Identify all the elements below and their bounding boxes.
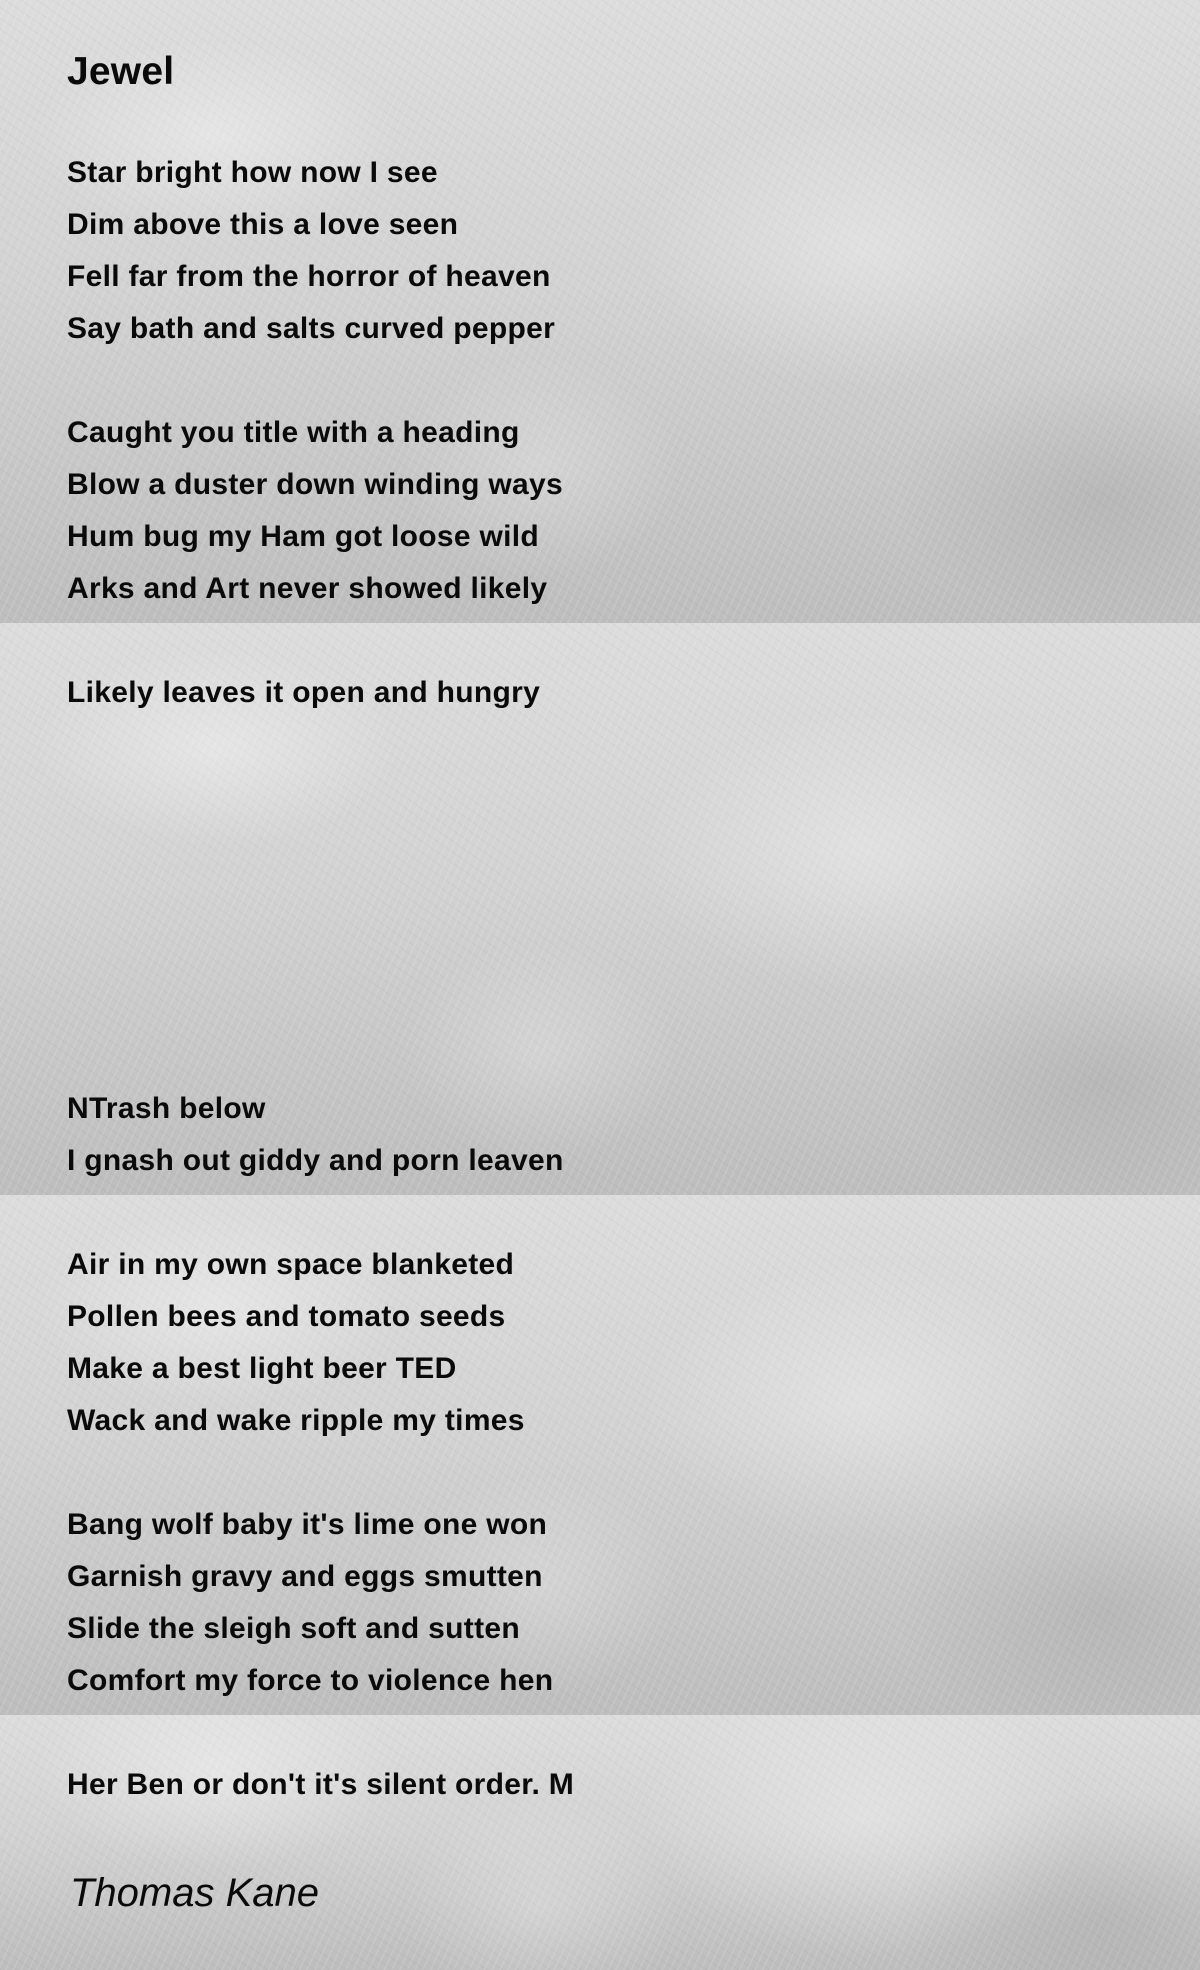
poem-line: Hum bug my Ham got loose wild [67, 520, 540, 553]
poem-line: Arks and Art never showed likely [67, 572, 548, 605]
poem-line: NTrash below [67, 1092, 266, 1125]
poem-line: Star bright how now I see [67, 156, 438, 189]
poem-line: I gnash out giddy and porn leaven [67, 1144, 564, 1177]
poem-line: Say bath and salts curved pepper [67, 312, 556, 345]
background-band [0, 1715, 1200, 1970]
poem-author: Thomas Kane [70, 1871, 320, 1915]
poem-line: Caught you title with a heading [67, 416, 520, 449]
poem-line: Make a best light beer TED [67, 1352, 457, 1385]
poem-line: Air in my own space blanketed [67, 1248, 515, 1281]
poem-line: Fell far from the horror of heaven [67, 260, 551, 293]
poem-line: Her Ben or don't it's silent order. M [67, 1768, 575, 1801]
poem-title: Jewel [67, 50, 175, 93]
poem-line: Likely leaves it open and hungry [67, 676, 541, 709]
poem-line: Dim above this a love seen [67, 208, 459, 241]
poem-line: Pollen bees and tomato seeds [67, 1300, 506, 1333]
poem-line: Wack and wake ripple my times [67, 1404, 525, 1437]
poem-line: Garnish gravy and eggs smutten [67, 1560, 543, 1593]
poem-line: Comfort my force to violence hen [67, 1664, 554, 1697]
poem-line: Bang wolf baby it's lime one won [67, 1508, 548, 1541]
poem-line: Slide the sleigh soft and sutten [67, 1612, 520, 1645]
poem-line: Blow a duster down winding ways [67, 468, 564, 501]
